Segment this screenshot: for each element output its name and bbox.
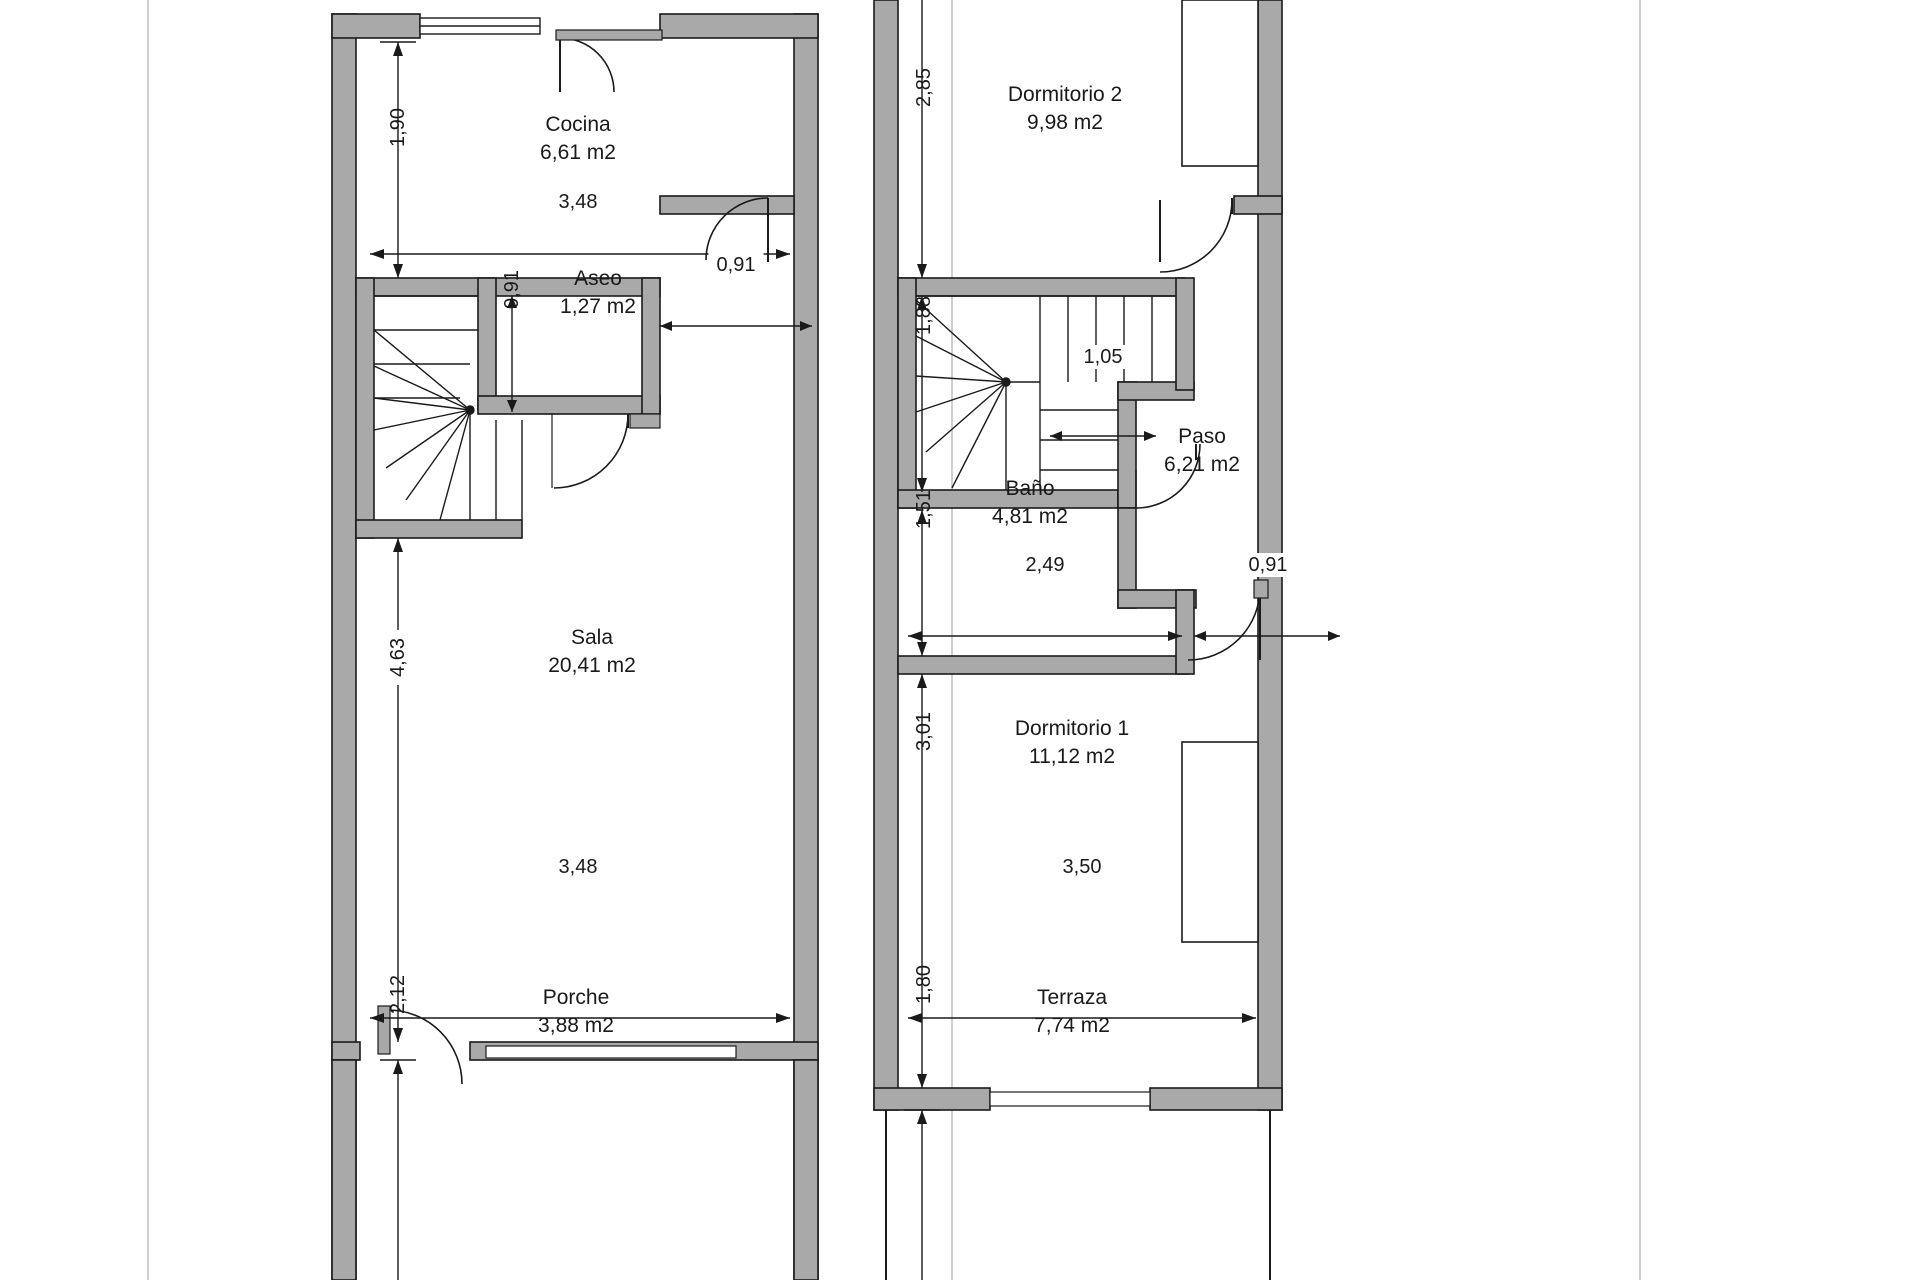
dimension-aseo-vert: 0,91: [501, 270, 523, 309]
dimension-sala-vert: 4,63: [386, 630, 410, 685]
room-label-dormitorio1-area: 11,12 m2: [1029, 745, 1115, 768]
room-label-cocina-area: 6,61 m2: [540, 141, 616, 164]
room-label-bano-area: 4,81 m2: [992, 505, 1068, 528]
first-floor-plan: [860, 0, 1920, 1280]
room-label-bano-name: Baño: [1005, 477, 1055, 500]
dimension-porche-vert: 2,12: [387, 975, 409, 1014]
dimension-bano-vert: 1,51: [913, 490, 935, 529]
room-label-dormitorio2-name: Dormitorio 2: [1007, 83, 1123, 106]
dimension-dorm1-horiz: 3,50: [1055, 855, 1110, 879]
room-label-porche-name: Porche: [542, 986, 610, 1009]
room-label-cocina-name: Cocina: [545, 113, 611, 136]
room-label-porche-area: 3,88 m2: [538, 1014, 614, 1037]
room-label-sala-name: Sala: [570, 626, 614, 649]
dimension-escalera-vert: 1,88: [913, 296, 935, 335]
dimension-cocina-vert: 1,90: [387, 108, 409, 147]
room-label-sala-area: 20,41 m2: [548, 654, 636, 677]
room-label-paso-name: Paso: [1178, 425, 1226, 448]
room-label-terraza-name: Terraza: [1036, 986, 1108, 1009]
room-label-dormitorio2-area: 9,98 m2: [1027, 111, 1103, 134]
first-floor-drawing: [860, 0, 1920, 1280]
dimension-dorm1-vert: 3,01: [913, 712, 935, 751]
dimension-dorm2-vert: 2,85: [913, 68, 935, 107]
dimension-bano-horiz: 2,49: [1018, 553, 1073, 577]
dimension-terraza-vert: 1,80: [913, 965, 935, 1004]
dimension-paso-horiz: 0,91: [1241, 553, 1296, 577]
room-label-dormitorio1-name: Dormitorio 1: [1014, 717, 1130, 740]
dimension-cocina-horiz: 3,48: [551, 190, 606, 214]
room-label-paso-area: 6,21 m2: [1164, 453, 1240, 476]
room-label-aseo-name: Aseo: [574, 267, 622, 290]
room-label-aseo-area: 1,27 m2: [560, 295, 636, 318]
room-label-terraza-area: 7,74 m2: [1034, 1014, 1110, 1037]
dimension-escalera-horiz: 1,05: [1076, 345, 1131, 369]
dimension-sala-horiz: 3,48: [551, 855, 606, 879]
dimension-aseo-horiz: 0,91: [709, 253, 764, 277]
